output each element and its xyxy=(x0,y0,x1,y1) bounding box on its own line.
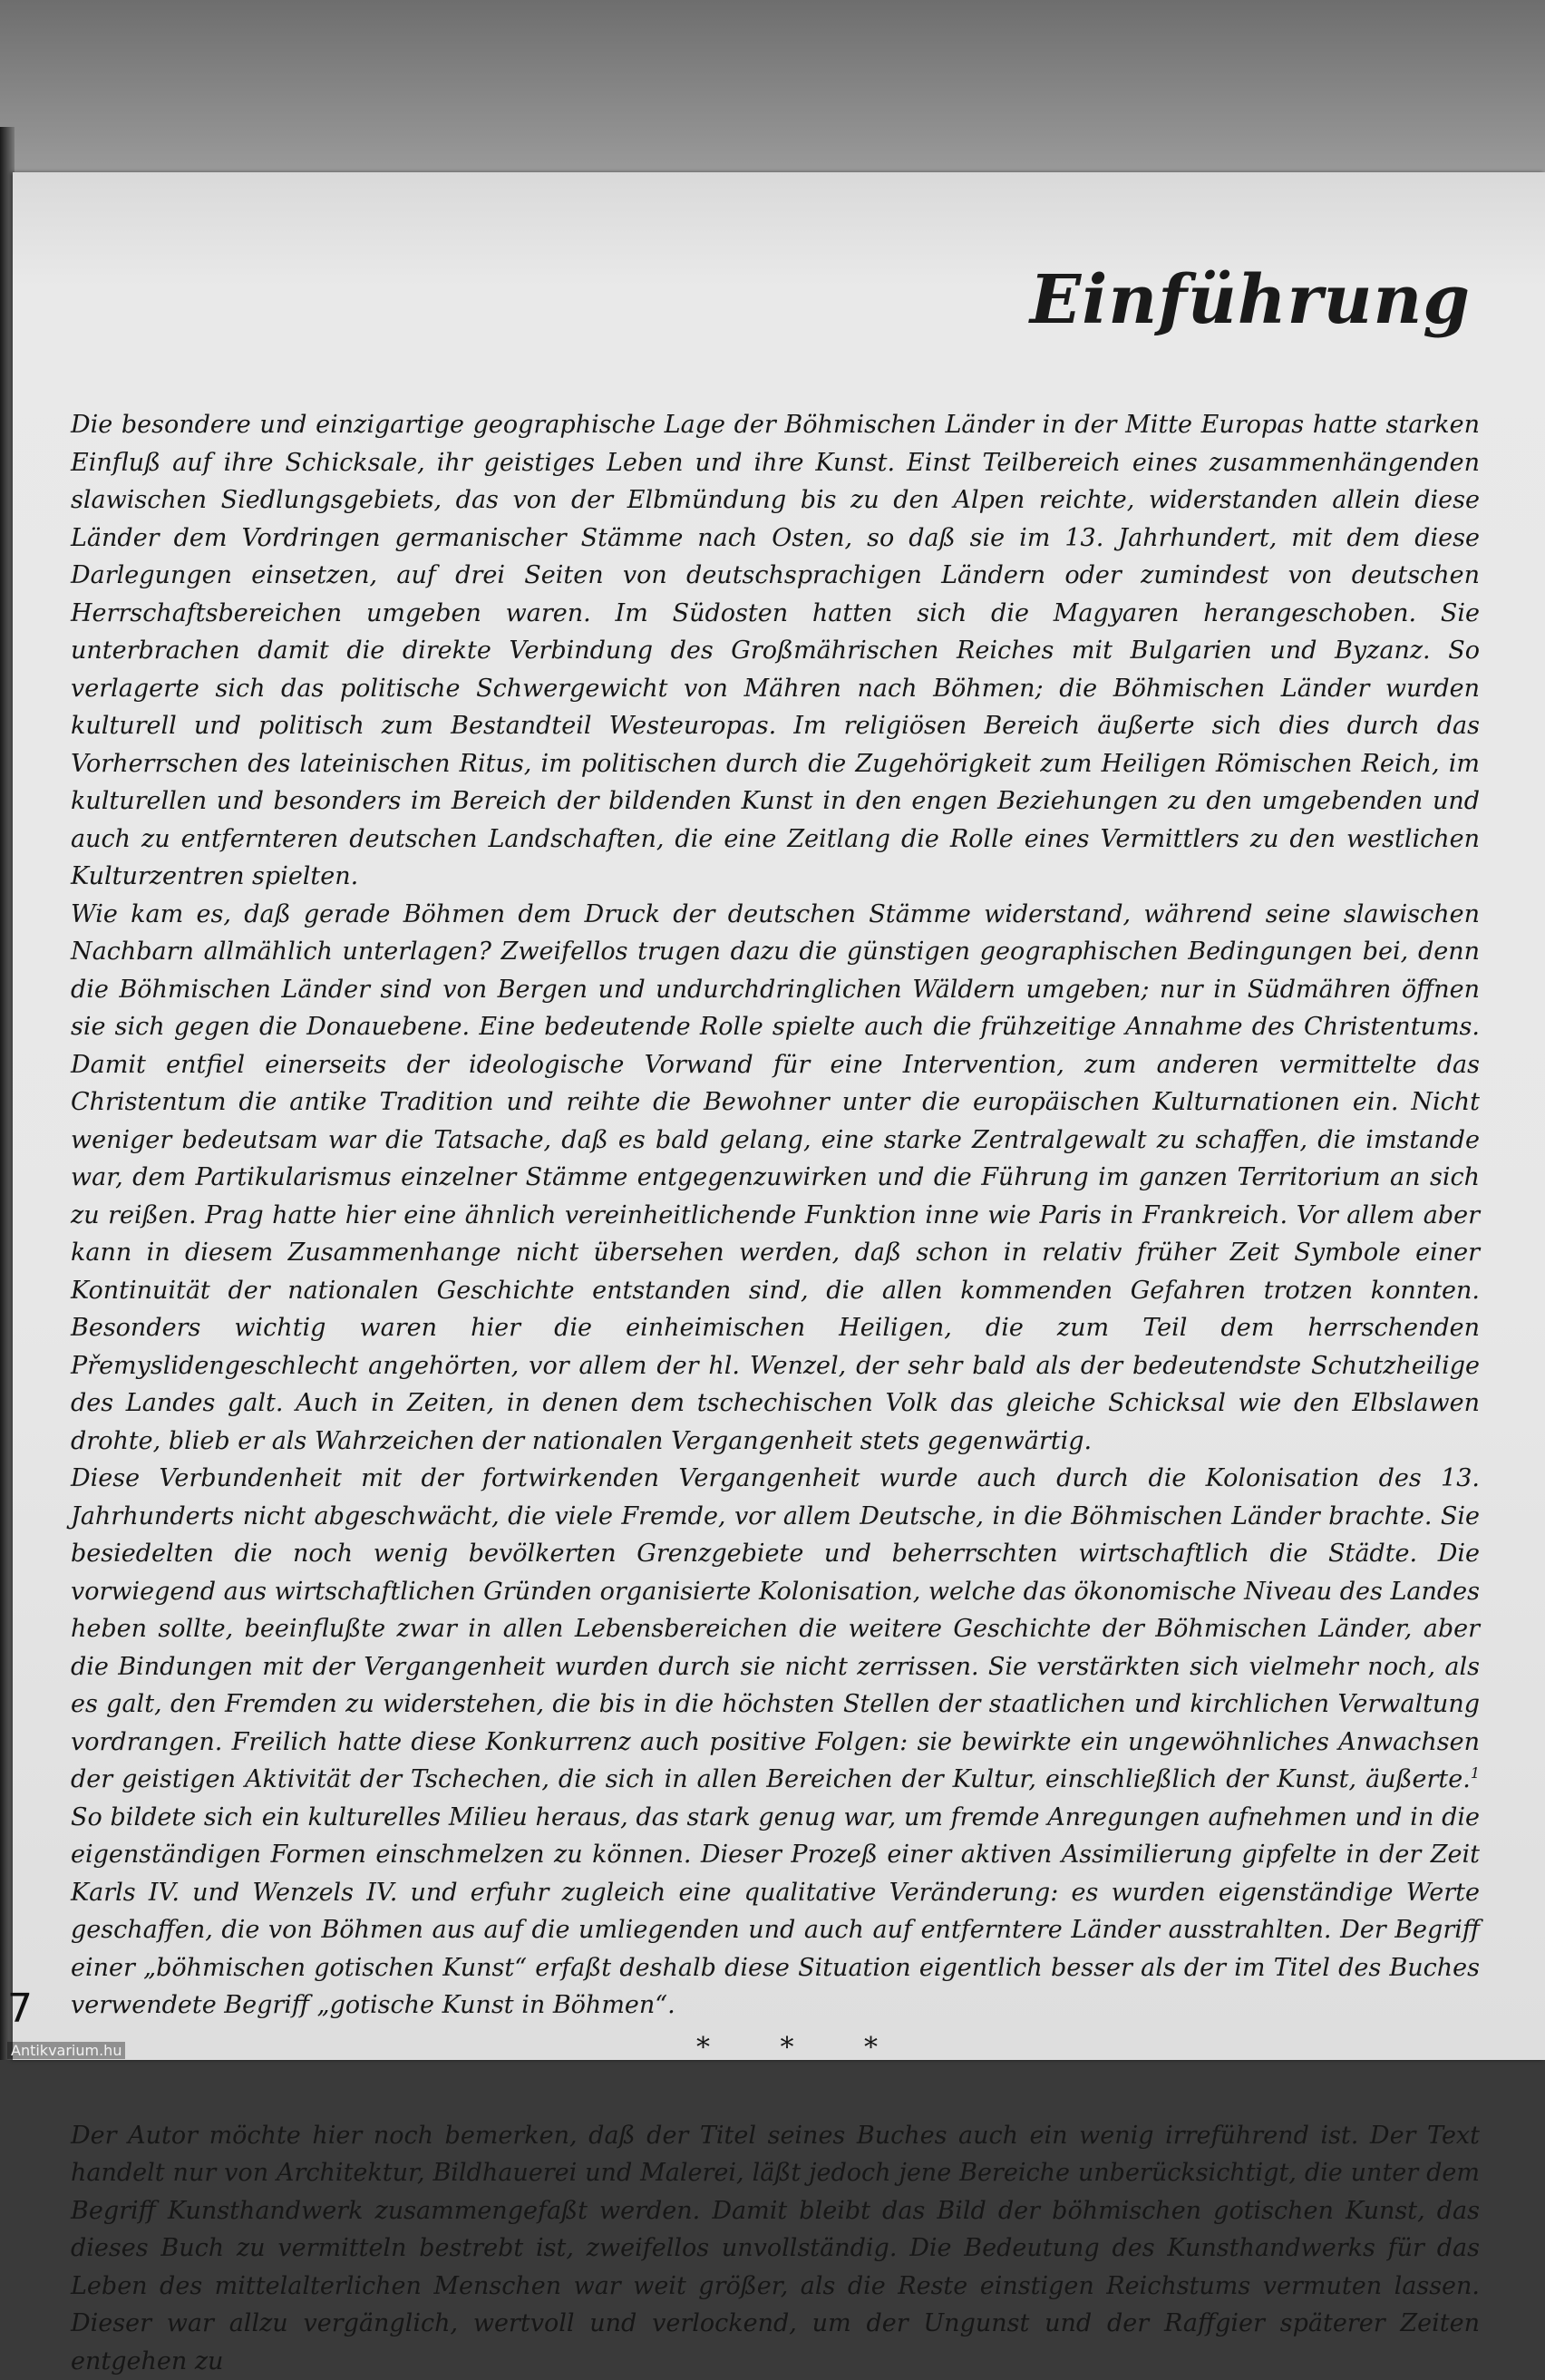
paragraph-3-continued: So bildete sich ein kulturelles Milieu heraus, das stark genug war, um fremde Anregungen aufnehmen und in die eigenständigen Formen einschmelzen zu können. Dieser Prozeß einer aktiven Assimilierung gipfelte in der Zeit Karls IV. und Wenzels IV. und erfuhr zugleich eine qualitative Veränderung: es wurden eigenständige Werte geschaffen, die von Böhmen aus auf die umliegenden und auch auf entferntere Länder ausstrahlten. Der Begriff einer „böhmischen gotischen Kunst“ erfaßt deshalb diese Situation eigentlich besser als der im Titel des Buches verwendete Begriff „gotische Kunst in Böhmen“. xyxy=(71,1803,1480,2020)
paragraph-2: Wie kam es, daß gerade Böhmen dem Druck der deutschen Stämme widerstand, während seine slawischen Nachbarn allmählich unterlagen? Zweifellos trugen dazu die günstigen geographischen Bedingungen bei, denn die Böhmischen Länder sind von Bergen und undurchdringlichen Wäldern umgeben; nur in Südmähren öffnen sie sich gegen die Donauebene. Eine bedeutende Rolle spielte auch die frühzeitige Annahme des Christentums. Damit entfiel einerseits der ideologische Vorwand für eine Intervention, zum anderen vermittelte das Christentum die antike Tradition und reihte die Bewohner unter die europäischen Kulturnationen ein. Nicht weniger bedeutsam war die Tatsache, daß es bald gelang, eine starke Zentralgewalt zu schaffen, die imstande war, dem Partikularismus einzelner Stämme entgegenzuwirken und die Führung im ganzen Territorium an sich zu reißen. Prag hatte hier eine ähnlich vereinheitlichende Funktion inne wie Paris in Frankreich. Vor allem aber kann in diesem Zusammenhange nicht übersehen werden, daß schon in relativ früher Zeit Symbole einer Kontinuität der nationalen Geschichte entstanden sind, die allen kommenden Gefahren trotzen konnten. Besonders wichtig waren hier die einheimischen Heiligen, die zum Teil dem herrschenden Přemyslidengeschlecht angehörten, vor allem der hl. Wenzel, der sehr bald als der bedeutendste Schutzheilige des Landes galt. Auch in Zeiten, in denen dem tschechischen Volk das gleiche Schicksal wie den Elbslawen drohte, blieb er als Wahrzeichen der nationalen Vergangenheit stets gegenwärtig. xyxy=(71,896,1480,1461)
chapter-title: Einführung xyxy=(1030,261,1471,339)
paragraph-1: Die besondere und einzigartige geographische Lage der Böhmischen Länder in der Mitte Europas hatte starken Einfluß auf ihre Schicksale, ihr geistiges Leben und ihre Kunst. Einst Teilbereich eines zusammenhängenden slawischen Siedlungsgebiets, das von der Elbmündung bis zu den Alpen reichte, widerstanden allein diese Länder dem Vordringen germanischer Stämme nach Osten, so daß sie im 13. Jahrhundert, mit dem diese Darlegungen einsetzen, auf drei Seiten von deutschsprachigen Ländern oder zumindest von deutschen Herrschaftsbereichen umgeben waren. Im Südosten hatten sich die Magyaren herangeschoben. Sie unterbrachen damit die direkte Verbindung des Großmährischen Reiches mit Bulgarien und Byzanz. So verlagerte sich das politische Schwergewicht von Mähren nach Böhmen; die Böhmischen Länder wurden kulturell und politisch zum Bestandteil Westeuropas. Im religiösen Bereich äußerte sich dies durch das Vorherrschen des lateinischen Ritus, im politischen durch die Zugehörigkeit zum Heiligen Römischen Reich, im kulturellen und besonders im Bereich der bildenden Kunst in den engen Beziehungen zu den umgebenden und auch zu entfernteren deutschen Landschaften, die eine Zeitlang die Rolle eines Vermittlers zu den westlichen Kulturzentren spielten. xyxy=(71,406,1480,896)
body-text xyxy=(71,406,1480,2380)
background-desk xyxy=(0,0,1545,181)
paragraph-3-wrapper xyxy=(71,1460,1480,2025)
paragraph-4: Der Autor möchte hier noch bemerken, daß der Titel seines Buches auch ein wenig irreführend ist. Der Text handelt nur von Architektur, Bildhauerei und Malerei, läßt jedoch jene Bereiche unberücksichtigt, die unter dem Begriff Kunsthandwerk zusammengefaßt werden. Damit bleibt das Bild der böhmischen gotischen Kunst, das dieses Buch zu vermitteln bestrebt ist, zweifellos unvollständig. Die Bedeutung des Kunsthandwerks für das Leben des mittelalterlichen Menschen war weit größer, als die Reste einstigen Reichstums vermuten lassen. Dieser war allzu vergänglich, wertvoll und verlockend, um der Ungunst und der Raffgier späterer Zeiten entgehen zu xyxy=(71,2117,1480,2380)
section-separator: * * * xyxy=(125,2028,1480,2068)
footnote-reference: 1 xyxy=(1471,1764,1480,1782)
page-number: 7 xyxy=(7,1986,33,2032)
watermark: Antikvarium.hu xyxy=(7,2042,125,2059)
paragraph-3: Diese Verbundenheit mit der fortwirkenden Vergangenheit wurde auch durch die Kolonisation des 13. Jahrhunderts nicht abgeschwächt, die viele Fremde, vor allem Deutsche, in die Böhmischen Länder brachte. Sie besiedelten die noch wenig bevölkerten Grenzgebiete und beherrschten wirtschaftlich die Städte. Die vorwiegend aus wirtschaftlichen Gründen organisierte Kolonisation, welche das ökonomische Niveau des Landes heben sollte, beeinflußte zwar in allen Lebensbereichen die weitere Geschichte der Böhmischen Länder, aber die Bindungen mit der Vergangenheit wurden durch sie nicht zerrissen. Sie verstärkten sich vielmehr noch, als es galt, den Fremden zu widerstehen, die bis in die höchsten Stellen der staatlichen und kirchlichen Verwaltung vordrangen. Freilich hatte diese Konkurrenz auch positive Folgen: sie bewirkte ein ungewöhnliches Anwachsen der geistigen Aktivität der Tschechen, die sich in allen Bereichen der Kultur, einschließlich der Kunst, äußerte. xyxy=(71,1464,1480,1793)
